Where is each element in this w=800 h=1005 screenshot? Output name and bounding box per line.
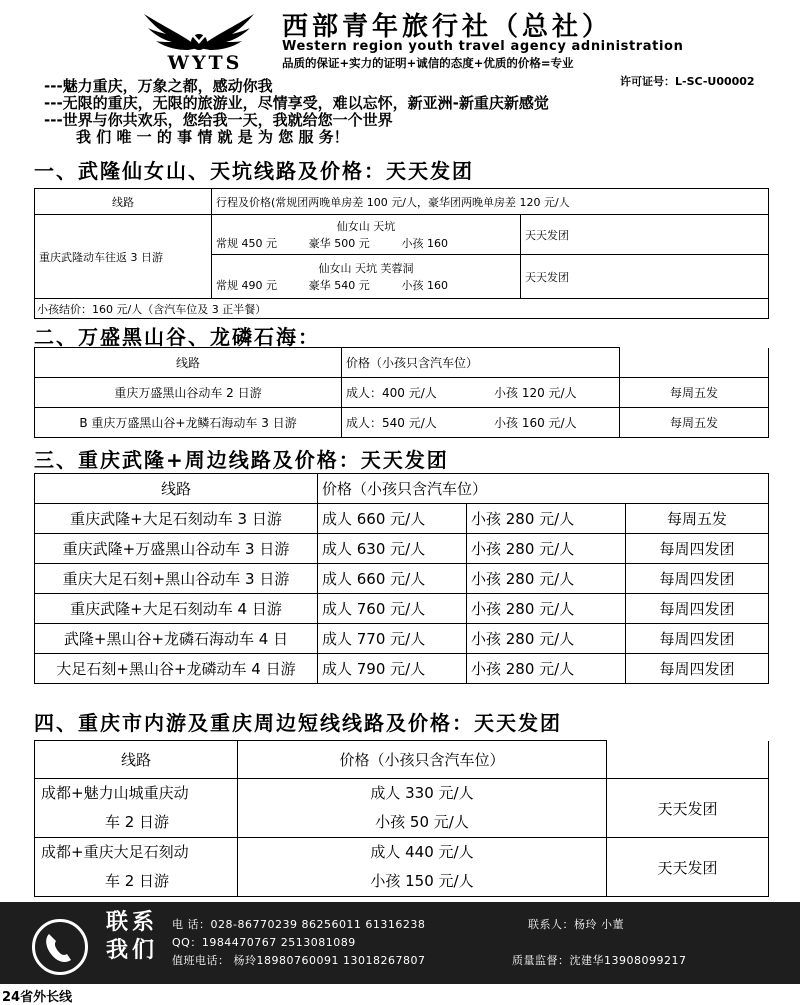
route-line: 车 2 日游 bbox=[104, 872, 170, 890]
child-price: 小孩 160 bbox=[401, 236, 448, 250]
contact-label-line: 联系 bbox=[106, 910, 159, 935]
child-price: 小孩 280 元/人 bbox=[467, 654, 626, 684]
col-price-header: 价格（小孩只含汽车位） bbox=[238, 741, 607, 779]
schedule-cell: 天天发团 bbox=[607, 779, 769, 838]
adult-price: 成人 630 元/人 bbox=[318, 534, 467, 564]
luxury-price: 豪华 500 元 bbox=[308, 236, 370, 250]
section3-table bbox=[34, 473, 769, 684]
route-cell: 重庆武隆动车往返 3 日游 bbox=[35, 215, 212, 299]
spots-text: 仙女山 天坑 芙蓉洞 bbox=[318, 261, 414, 275]
route-cell: 重庆武隆+大足石刻动车 4 日游 bbox=[35, 594, 318, 624]
col-route-header: 线路 bbox=[35, 474, 318, 504]
route-cell bbox=[35, 838, 238, 897]
slogan-line: ---无限的重庆，无限的旅游业，尽情享受，难以忘怀，新亚洲-新重庆新感觉 bbox=[44, 94, 549, 112]
col-price-header: 价格（小孩只含汽车位） bbox=[318, 474, 769, 504]
luxury-price: 豪华 540 元 bbox=[308, 278, 370, 292]
schedule-cell: 每周五发 bbox=[626, 504, 769, 534]
adult-price: 成人 660 元/人 bbox=[318, 564, 467, 594]
slogan-line: ---世界与你共欢乐，您给我一天，我就给您一个世界 bbox=[44, 111, 393, 129]
contact-person: 联系人：杨玲 小董 bbox=[528, 918, 624, 931]
regular-price: 常规 450 元 bbox=[216, 236, 277, 250]
price-cell bbox=[238, 838, 607, 897]
slogan-line: ---魅力重庆，万象之都，感动你我 bbox=[44, 77, 273, 95]
adult-price: 成人 440 元/人 bbox=[370, 843, 474, 861]
route-cell: 重庆万盛黑山谷动车 2 日游 bbox=[35, 378, 342, 408]
route-cell bbox=[35, 779, 238, 838]
col-route-header: 线路 bbox=[35, 189, 212, 215]
adult-price: 成人：400 元/人 bbox=[342, 378, 491, 408]
child-price: 小孩 160 bbox=[401, 278, 448, 292]
schedule-cell: 每周五发 bbox=[620, 378, 769, 408]
contact-label-line: 我们 bbox=[106, 938, 159, 963]
route-cell: 大足石刻+黑山谷+龙磷动车 4 日游 bbox=[35, 654, 318, 684]
section2-heading: 二、万盛黑山谷、龙磷石海： bbox=[34, 325, 320, 349]
price-cell bbox=[238, 779, 607, 838]
schedule-cell: 每周五发 bbox=[620, 408, 769, 438]
org-motto: 品质的保证+实力的证明+诚信的态度+优质的价格=专业 bbox=[282, 56, 574, 70]
duty-phone: 值班电话： 杨玲18980760091 13018267807 bbox=[172, 954, 426, 967]
org-english-name: Western region youth travel agency adninistration bbox=[282, 39, 684, 54]
section2-table bbox=[34, 347, 769, 438]
child-price: 小孩 120 元/人 bbox=[490, 378, 620, 408]
schedule-cell: 每周四发团 bbox=[626, 534, 769, 564]
qq-numbers: QQ：1984470767 2513081089 bbox=[172, 936, 356, 949]
regular-price: 常规 490 元 bbox=[216, 278, 277, 292]
route-cell: 重庆武隆+万盛黑山谷动车 3 日游 bbox=[35, 534, 318, 564]
child-price: 小孩 280 元/人 bbox=[467, 564, 626, 594]
child-price: 小孩 150 元/人 bbox=[370, 872, 474, 890]
logo-text: WYTS bbox=[167, 52, 243, 74]
schedule-cell: 天天发团 bbox=[607, 838, 769, 897]
col-route-header: 线路 bbox=[35, 741, 238, 779]
child-note: 小孩结价：160 元/人（含汽车位及 3 正半餐） bbox=[35, 299, 769, 319]
schedule-cell: 每周四发团 bbox=[626, 624, 769, 654]
schedule-cell: 天天发团 bbox=[521, 215, 769, 255]
child-price: 小孩 280 元/人 bbox=[467, 594, 626, 624]
section3-heading: 三、重庆武隆+周边线路及价格：天天发团 bbox=[34, 448, 449, 472]
child-price: 小孩 280 元/人 bbox=[467, 624, 626, 654]
route-cell: 重庆大足石刻+黑山谷动车 3 日游 bbox=[35, 564, 318, 594]
schedule-cell: 天天发团 bbox=[521, 255, 769, 299]
route-line: 车 2 日游 bbox=[104, 813, 170, 831]
child-price: 小孩 160 元/人 bbox=[490, 408, 620, 438]
child-price: 小孩 50 元/人 bbox=[375, 813, 469, 831]
section4-heading: 四、重庆市内游及重庆周边短线线路及价格：天天发团 bbox=[34, 711, 562, 735]
col-route-header: 线路 bbox=[35, 348, 342, 378]
section1-heading: 一、武隆仙女山、天坑线路及价格：天天发团 bbox=[34, 159, 474, 183]
contact-us-label bbox=[106, 909, 158, 965]
route-line: 成都+魅力山城重庆动 bbox=[41, 784, 189, 802]
slogan-line: 我 们 唯 一 的 事 情 就 是 为 您 服 务！ bbox=[76, 128, 349, 146]
route-cell: 重庆武隆+大足石刻动车 3 日游 bbox=[35, 504, 318, 534]
col-price-header: 价格（小孩只含汽车位） bbox=[342, 348, 620, 378]
phone-numbers: 电 话：028-86770239 86256011 61316238 bbox=[172, 918, 426, 931]
child-price: 小孩 280 元/人 bbox=[467, 504, 626, 534]
adult-price: 成人 770 元/人 bbox=[318, 624, 467, 654]
route-cell: 武隆+黑山谷+龙磷石海动车 4 日 bbox=[35, 624, 318, 654]
section1-table bbox=[34, 188, 769, 319]
quality-supervisor: 质量监督：沈建华13908099217 bbox=[512, 954, 687, 967]
adult-price: 成人 760 元/人 bbox=[318, 594, 467, 624]
adult-price: 成人：540 元/人 bbox=[342, 408, 491, 438]
route-line: 成都+重庆大足石刻动 bbox=[41, 843, 189, 861]
schedule-cell: 每周四发团 bbox=[626, 654, 769, 684]
page-label: 24省外长线 bbox=[2, 990, 73, 1005]
adult-price: 成人 660 元/人 bbox=[318, 504, 467, 534]
adult-price: 成人 330 元/人 bbox=[370, 784, 474, 802]
org-title: 西部青年旅行社（总社） bbox=[282, 12, 613, 42]
spots-text: 仙女山 天坑 bbox=[336, 219, 396, 233]
price-cell bbox=[212, 215, 521, 255]
price-cell bbox=[212, 255, 521, 299]
schedule-cell: 每周四发团 bbox=[626, 564, 769, 594]
adult-price: 成人 790 元/人 bbox=[318, 654, 467, 684]
child-price: 小孩 280 元/人 bbox=[467, 534, 626, 564]
contact-footer bbox=[0, 902, 800, 984]
section4-table bbox=[34, 740, 769, 897]
route-cell: B 重庆万盛黑山谷+龙鳞石海动车 3 日游 bbox=[35, 408, 342, 438]
col-price-header: 行程及价格(常规团两晚单房差 100 元/人，豪华团两晚单房差 120 元/人 bbox=[212, 189, 769, 215]
license-number: 许可证号：L-SC-U00002 bbox=[620, 75, 755, 88]
schedule-cell: 每周四发团 bbox=[626, 594, 769, 624]
phone-icon bbox=[32, 919, 88, 975]
